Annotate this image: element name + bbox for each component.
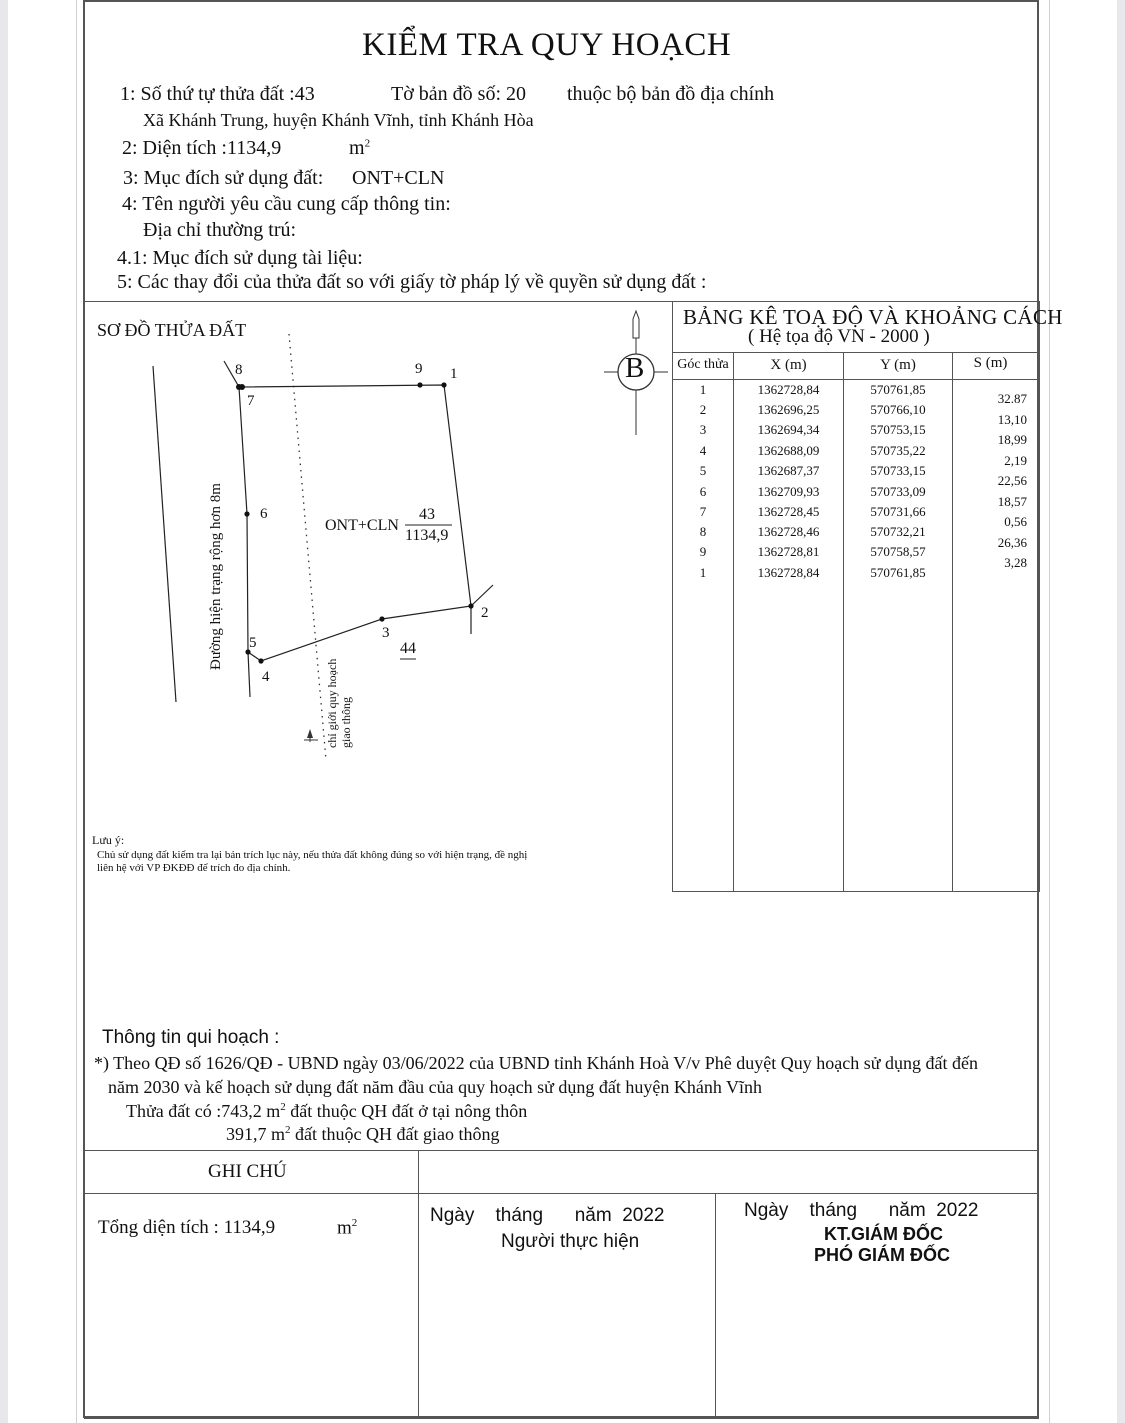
table-cell-y: 570731,66 — [870, 504, 926, 519]
changes-label: 5: Các thay đổi của thửa đất so với giấy tờ pháp lý về quyền sử dụng đất : — [117, 271, 707, 293]
note-title: Lưu ý: — [92, 833, 125, 847]
total-area-label: Tổng diện tích : 1134,9 — [98, 1217, 276, 1238]
table-header-s: S (m) — [973, 355, 1008, 371]
table-cell-x: 1362728,46 — [757, 524, 820, 539]
footer-col-divider-1 — [418, 1150, 419, 1418]
table-cell-point: 2 — [699, 402, 707, 417]
vertex-label-9: 9 — [415, 361, 423, 377]
table-cell-distance: 32.87 — [997, 391, 1027, 406]
note-line-2: liên hệ với VP ĐKĐĐ để trích đo địa chính. — [97, 862, 291, 874]
area-unit: $m^2$ — [349, 137, 371, 159]
vertex-label-6: 6 — [260, 506, 268, 522]
performer-label: Người thực hiện — [501, 1231, 640, 1252]
note-line-1: Chủ sử dụng đất kiểm tra lại bản trích lục này, nếu thửa đất không đúng so với hiện trạng, đề nghị — [97, 849, 528, 861]
table-cell-point: 6 — [699, 484, 707, 499]
planning-residential-area: Thửa đất có :743,2 $m^2$ đất thuộc QH đất ở tại nông thôn — [126, 1101, 528, 1121]
planning-traffic-area: 391,7 $m^2$ đất thuộc QH đất giao thông — [226, 1124, 500, 1144]
planning-heading: Thông tin qui hoạch : — [102, 1027, 280, 1048]
parcel-number: 1: Số thứ tự thửa đất :43 — [120, 83, 315, 105]
document-title: KIỂM TRA QUY HOẠCH — [362, 27, 732, 63]
footer-top-border — [84, 1150, 1039, 1151]
total-area-unit: $m^2$ — [337, 1217, 358, 1239]
table-cell-y: 570761,85 — [870, 382, 926, 397]
vertex-label-7: 7 — [247, 393, 255, 409]
parcel-number-label: 43 — [419, 506, 435, 523]
page-shadow-left — [76, 0, 77, 1423]
residence-label: Địa chỉ thường trú: — [143, 219, 297, 241]
parcel-diagram — [84, 300, 684, 830]
table-bottom-border — [672, 891, 1040, 892]
table-cell-point: 7 — [699, 504, 707, 519]
table-right-border — [1039, 301, 1040, 892]
table-cell-distance: 2,19 — [1004, 453, 1027, 468]
table-cell-distance: 18,57 — [997, 494, 1027, 509]
table-cell-y: 570735,22 — [870, 443, 926, 458]
table-header-point: Góc thửa — [677, 357, 729, 372]
footer-header-divider — [84, 1193, 1039, 1194]
vertex-label-8: 8 — [235, 362, 243, 378]
diagram-title: SƠ ĐỒ THỬA ĐẤT — [97, 320, 247, 340]
table-cell-point: 3 — [699, 422, 707, 437]
planning-boundary-label: chỉ giới quy hoạch — [325, 658, 339, 748]
land-use-value: ONT+CLN — [352, 167, 445, 189]
date-left: Ngày tháng năm 2022 — [430, 1205, 665, 1226]
planning-line-2: năm 2030 và kế hoạch sử dụng đất năm đầu của quy hoạch sử dụng đất huyện Khánh Vĩnh — [108, 1077, 763, 1097]
table-header-top — [672, 352, 1040, 353]
table-cell-y: 570733,09 — [870, 484, 926, 499]
table-cell-y: 570753,15 — [870, 422, 926, 437]
table-cell-x: 1362728,81 — [757, 544, 820, 559]
compass-letter: B — [625, 352, 645, 384]
table-cell-point: 5 — [699, 463, 707, 478]
table-cell-y: 570758,57 — [870, 544, 926, 559]
table-cell-y: 570732,21 — [870, 524, 926, 539]
map-set: thuộc bộ bản đồ địa chính — [567, 83, 775, 105]
table-cell-y: 570761,85 — [870, 565, 926, 580]
table-cell-x: 1362687,37 — [757, 463, 820, 478]
area-field: 2: Diện tích :1134,9 — [122, 137, 282, 159]
requester-label: 4: Tên người yêu cầu cung cấp thông tin: — [122, 193, 451, 215]
director-label: KT.GIÁM ĐỐC — [824, 1224, 943, 1244]
parcel-address: Xã Khánh Trung, huyện Khánh Vĩnh, tỉnh Khánh Hòa — [143, 110, 534, 130]
table-cell-x: 1362728,45 — [757, 504, 820, 519]
table-cell-x: 1362728,84 — [757, 565, 820, 580]
table-cell-x: 1362694,34 — [757, 422, 820, 437]
table-header-x: X (m) — [770, 357, 807, 373]
deputy-director-label: PHÓ GIÁM ĐỐC — [814, 1245, 951, 1265]
table-cell-point: 1 — [699, 565, 707, 580]
page-shadow-right — [1049, 0, 1050, 1423]
table-cell-x: 1362688,09 — [757, 443, 820, 458]
neighbor-parcel-label: 44 — [400, 640, 416, 657]
table-cell-distance: 13,10 — [997, 412, 1027, 427]
table-cell-x: 1362709,93 — [757, 484, 820, 499]
parcel-area-label: 1134,9 — [405, 527, 449, 544]
table-cell-point: 9 — [699, 544, 707, 559]
viewer-left-edge — [0, 0, 8, 1423]
table-cell-distance: 0,56 — [1004, 514, 1027, 529]
road-label: Đường hiện trạng rộng hơn 8m — [208, 483, 224, 670]
table-cell-distance: 18,99 — [997, 432, 1027, 447]
document-purpose-label: 4.1: Mục đích sử dụng tài liệu: — [117, 247, 363, 269]
table-cell-y: 570766,10 — [870, 402, 926, 417]
table-cell-x: 1362728,84 — [757, 382, 820, 397]
vertex-label-1: 1 — [450, 366, 458, 382]
footer-col-divider-2 — [715, 1193, 716, 1418]
table-header-bottom — [672, 379, 1040, 380]
table-header-y: Y (m) — [880, 357, 916, 373]
coord-table-subtitle: ( Hệ tọa độ VN - 2000 ) — [748, 326, 930, 347]
table-cell-point: 1 — [699, 382, 707, 397]
vertex-label-4: 4 — [262, 669, 270, 685]
land-use-label: 3: Mục đích sử dụng đất: — [123, 167, 324, 189]
vertex-label-2: 2 — [481, 605, 489, 621]
planning-boundary-label-2: giao thông — [339, 697, 353, 748]
table-cell-point: 4 — [699, 443, 707, 458]
map-sheet-number: Tờ bản đồ số: 20 — [391, 83, 527, 105]
table-cell-point: 8 — [699, 524, 707, 539]
table-cell-y: 570733,15 — [870, 463, 926, 478]
viewer-right-edge — [1117, 0, 1125, 1423]
table-cell-distance: 26,36 — [997, 535, 1027, 550]
vertex-label-5: 5 — [249, 635, 257, 651]
footer-bottom-border — [84, 1416, 1039, 1419]
land-code-label: ONT+CLN — [325, 517, 399, 534]
vertex-label-3: 3 — [382, 625, 390, 641]
planning-line-1: *) Theo QĐ số 1626/QĐ - UBND ngày 03/06/2022 của UBND tỉnh Khánh Hoà V/v Phê duyệt Quy hoạch sử dụng đất đến — [94, 1053, 978, 1073]
coord-table-title: BẢNG KÊ TOẠ ĐỘ VÀ KHOẢNG CÁCH — [683, 305, 1063, 329]
table-cell-distance: 3,28 — [1004, 555, 1027, 570]
table-cell-distance: 22,56 — [997, 473, 1027, 488]
date-right: Ngày tháng năm 2022 — [744, 1200, 979, 1221]
notes-header: GHI CHÚ — [208, 1161, 287, 1182]
table-cell-x: 1362696,25 — [757, 402, 820, 417]
